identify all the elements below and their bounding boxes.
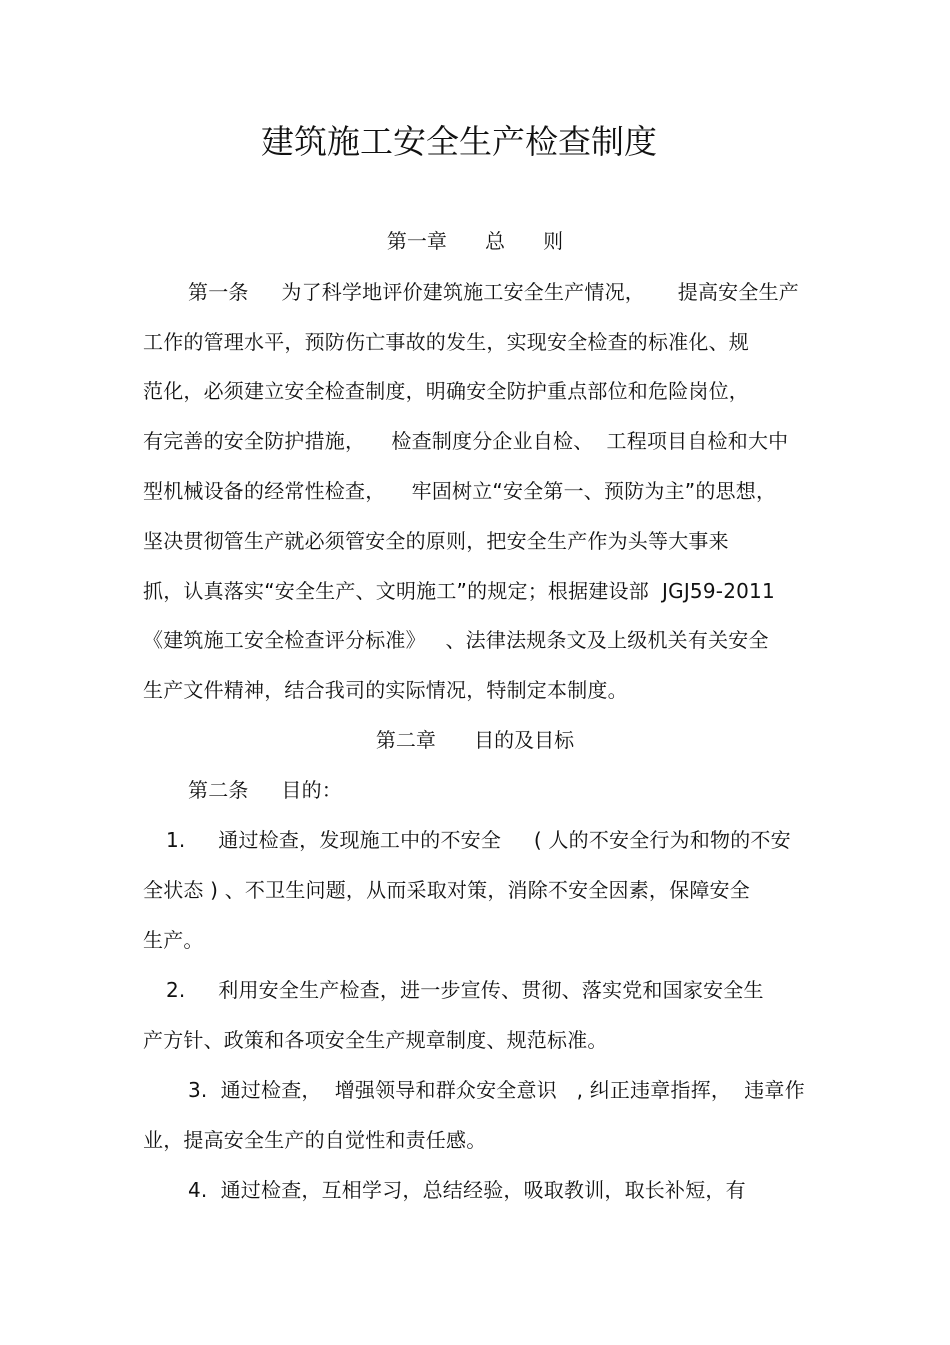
paragraph-line: 坚决贯彻管生产就必须管安全的原则，把安全生产作为头等大事来 [143,529,729,553]
paragraph-line: 范化，必须建立安全检查制度，明确安全防护重点部位和危险岗位， [143,379,749,403]
paragraph-line: 生产文件精神，结合我司的实际情况，特制定本制度。 [143,678,628,702]
list-item-line: 2. 利用安全生产检查，进一步宣传、贯彻、落实党和国家安全生 [166,978,764,1002]
paragraph-line: 型机械设备的经常性检查， 牢固树立“安全第一、预防为主”的思想， [143,479,777,503]
article-heading: 第二条 目的： [188,778,342,802]
list-item-line: 全状态 ) 、不卫生问题，从而采取对策，消除不安全因素，保障安全 [143,878,750,902]
paragraph-line: 《建筑施工安全检查评分标准》 、法律法规条文及上级机关有关安全 [143,628,769,652]
list-item-line: 3. 通过检查， 增强领导和群众安全意识 , 纠正违章指挥， 违章作 [188,1078,805,1102]
chapter-1-heading: 第一章 总 则 [386,229,564,253]
paragraph-line: 抓，认真落实“安全生产、文明施工”的规定；根据建设部 JGJ59-2011 [143,579,775,603]
list-item-line: 产方针、政策和各项安全生产规章制度、规范标准。 [143,1028,608,1052]
paragraph-line: 工作的管理水平，预防伤亡事故的发生，实现安全检查的标准化、规 [143,330,749,354]
list-item-line: 1. 通过检查，发现施工中的不安全 ( 人的不安全行为和物的不安 [166,828,791,852]
chapter-2-heading: 第二章 目的及目标 [375,728,575,752]
list-item-line: 4. 通过检查，互相学习，总结经验，吸取教训，取长补短，有 [188,1178,746,1202]
list-item-line: 业，提高安全生产的自觉性和责任感。 [143,1128,487,1152]
paragraph-line: 第一条 为了科学地评价建筑施工安全生产情况， 提高安全生产 [188,280,799,304]
list-item-line: 生产。 [143,928,204,952]
paragraph-line: 有完善的安全防护措施， 检查制度分企业自检、 工程项目自检和大中 [143,429,789,453]
document-title: 建筑施工安全生产检查制度 [261,122,657,161]
